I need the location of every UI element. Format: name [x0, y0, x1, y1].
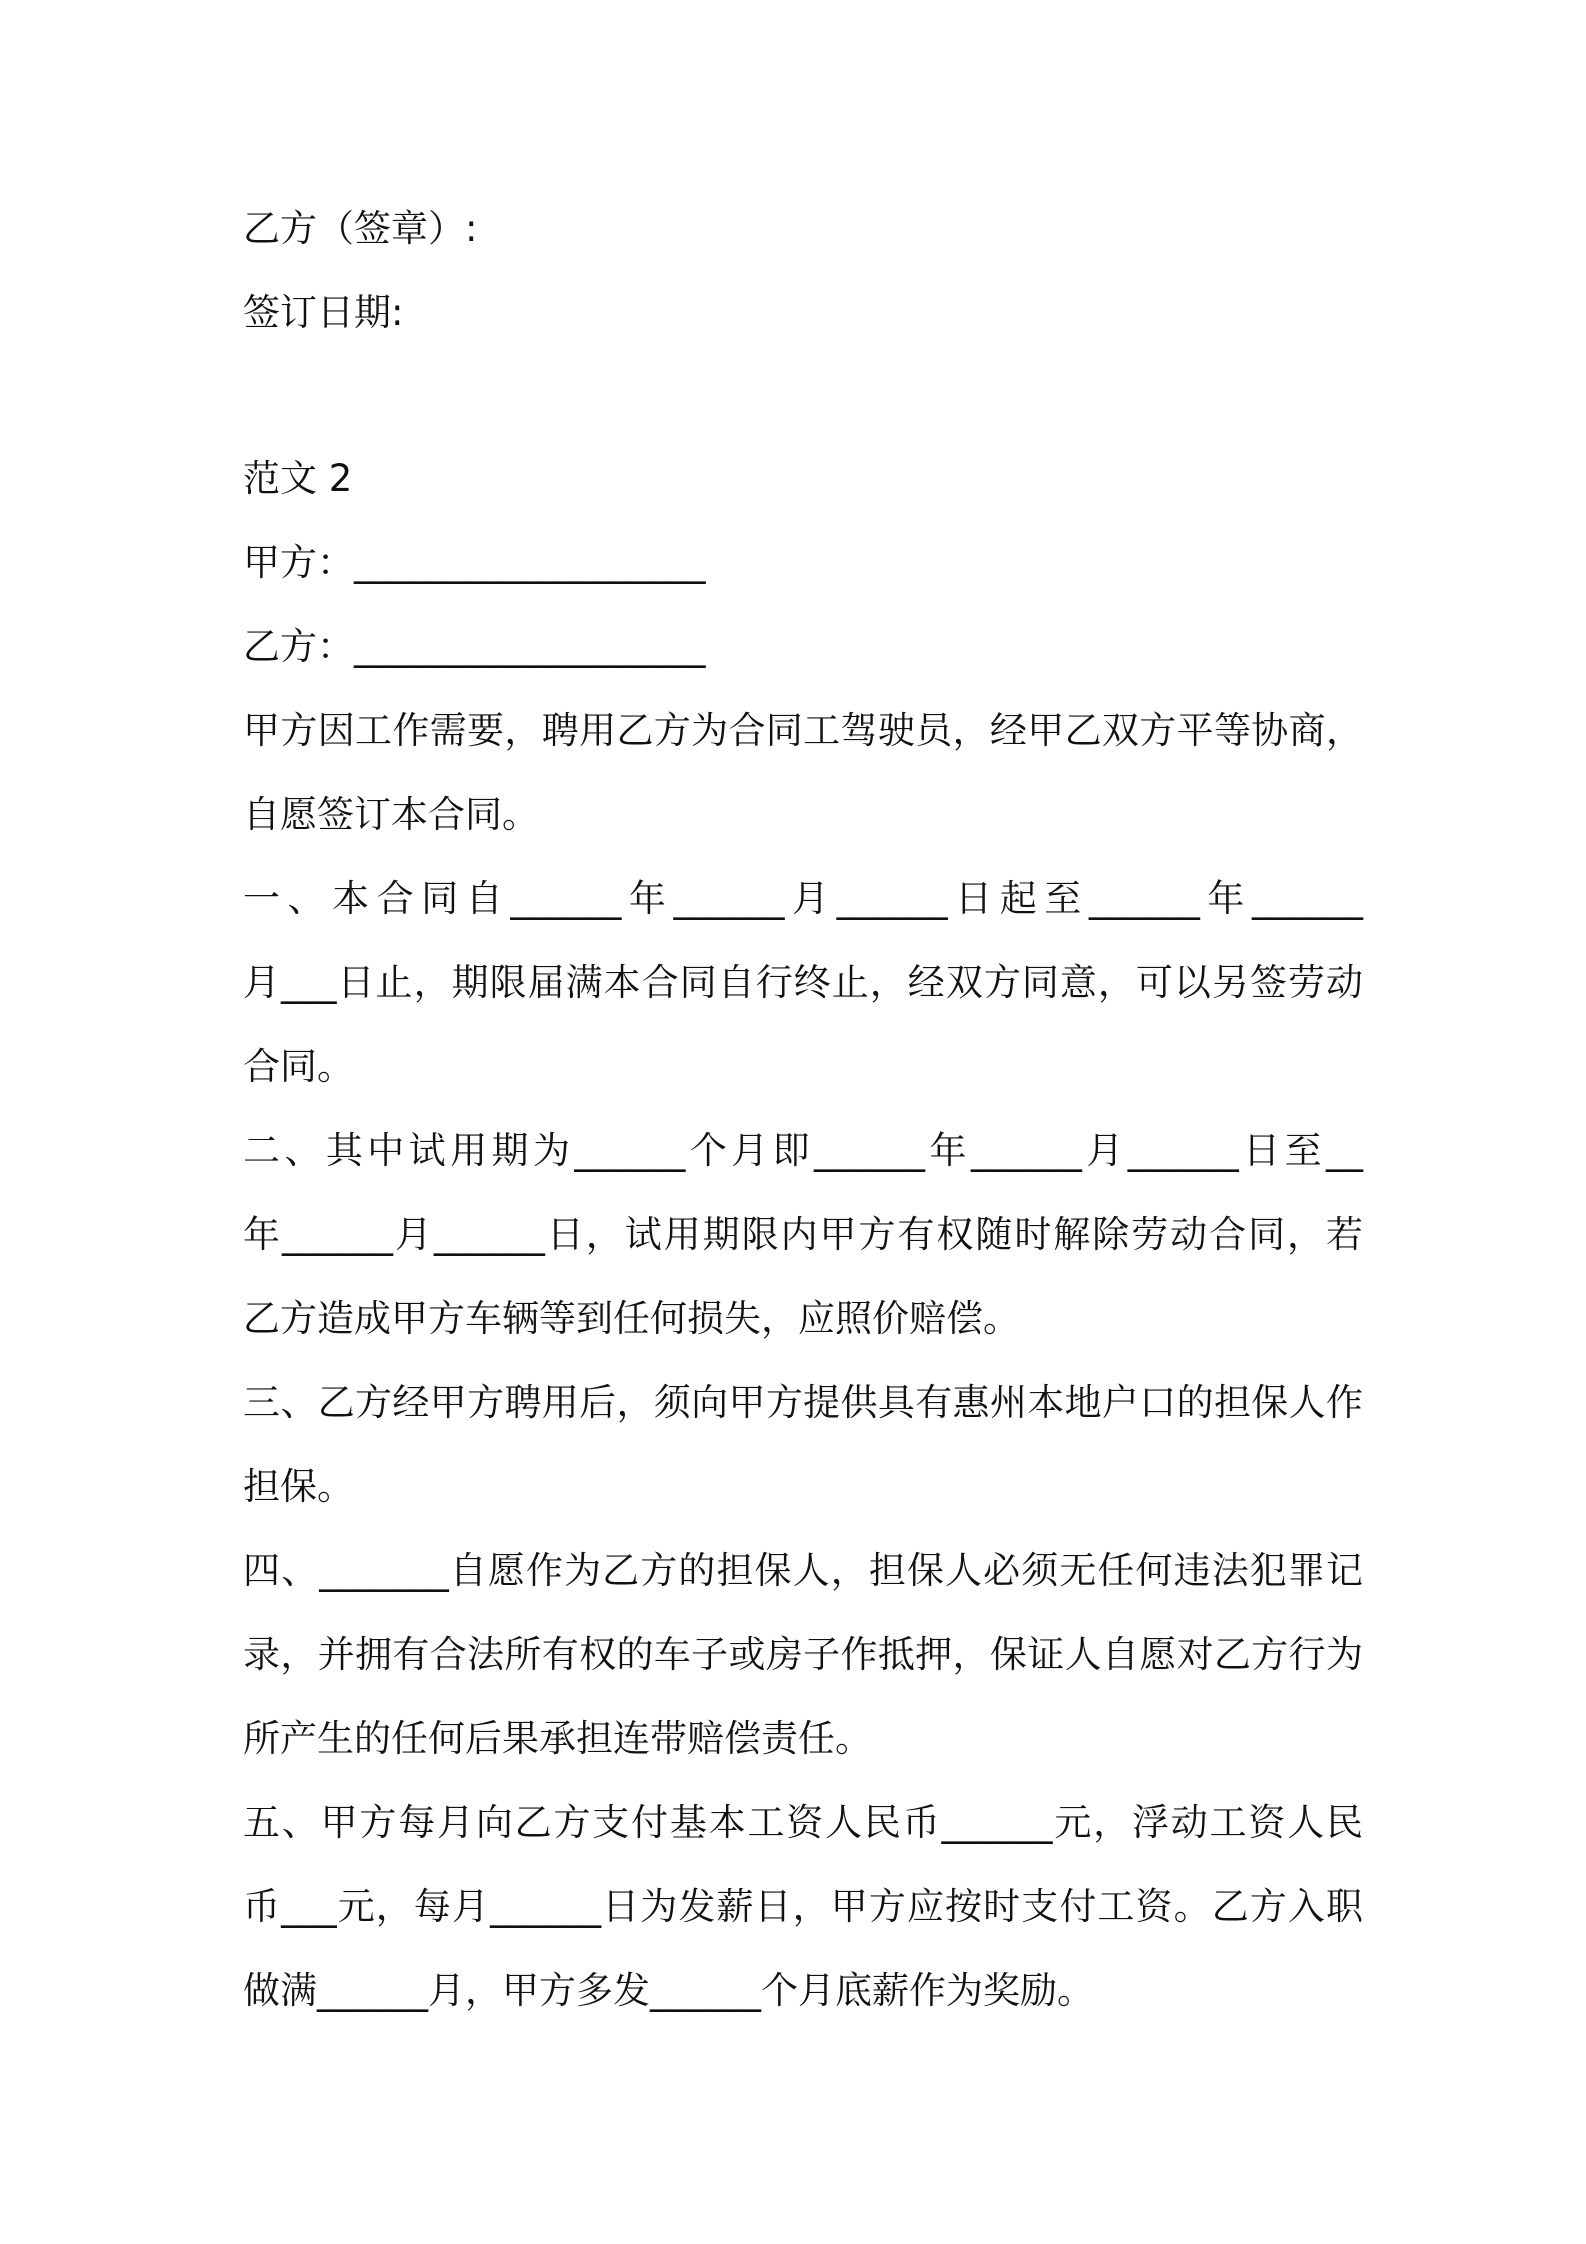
party-b-signature-line: 乙方（签章）: [243, 207, 478, 250]
clause-2-line-1: 二、其中试用期为______个月即______年______月______日至__ [243, 1129, 1363, 1172]
party-a-line: 甲方：___________________ [243, 541, 706, 584]
clause-5-line-1: 五、甲方每月向乙方支付基本工资人民币______元，浮动工资人民 [243, 1801, 1363, 1844]
clause-2-line-2: 年______月______日，试用期限内甲方有权随时解除劳动合同，若 [243, 1213, 1363, 1256]
clause-5-line-3: 做满______月，甲方多发______个月底薪作为奖励。 [243, 1969, 1094, 2012]
clause-1-line-2: 月___日止，期限届满本合同自行终止，经双方同意，可以另签劳动 [243, 961, 1363, 1004]
clause-3-line-1: 三、乙方经甲方聘用后，须向甲方提供具有惠州本地户口的担保人作 [243, 1381, 1363, 1424]
signing-date-line: 签订日期: [243, 291, 404, 334]
clause-2-line-3: 乙方造成甲方车辆等到任何损失，应照价赔偿。 [243, 1297, 1020, 1340]
clause-5-line-2: 币___元，每月______日为发薪日，甲方应按时支付工资。乙方入职 [243, 1885, 1363, 1928]
clause-3-line-2: 担保。 [243, 1465, 354, 1508]
clause-1-line-1: 一、本合同自______年______月______日起至______年______ [243, 877, 1363, 920]
clause-1-line-3: 合同。 [243, 1045, 354, 1088]
sample-title: 范文 2 [243, 457, 353, 500]
intro-line-1: 甲方因工作需要，聘用乙方为合同工驾驶员，经甲乙双方平等协商， [243, 709, 1363, 752]
intro-line-2: 自愿签订本合同。 [243, 793, 539, 836]
party-b-line: 乙方：___________________ [243, 625, 706, 668]
clause-4-line-2: 录，并拥有合法所有权的车子或房子作抵押，保证人自愿对乙方行为 [243, 1633, 1363, 1676]
clause-4-line-3: 所产生的任何后果承担连带赔偿责任。 [243, 1717, 872, 1760]
clause-4-line-1: 四、_______自愿作为乙方的担保人，担保人必须无任何违法犯罪记 [243, 1549, 1363, 1592]
